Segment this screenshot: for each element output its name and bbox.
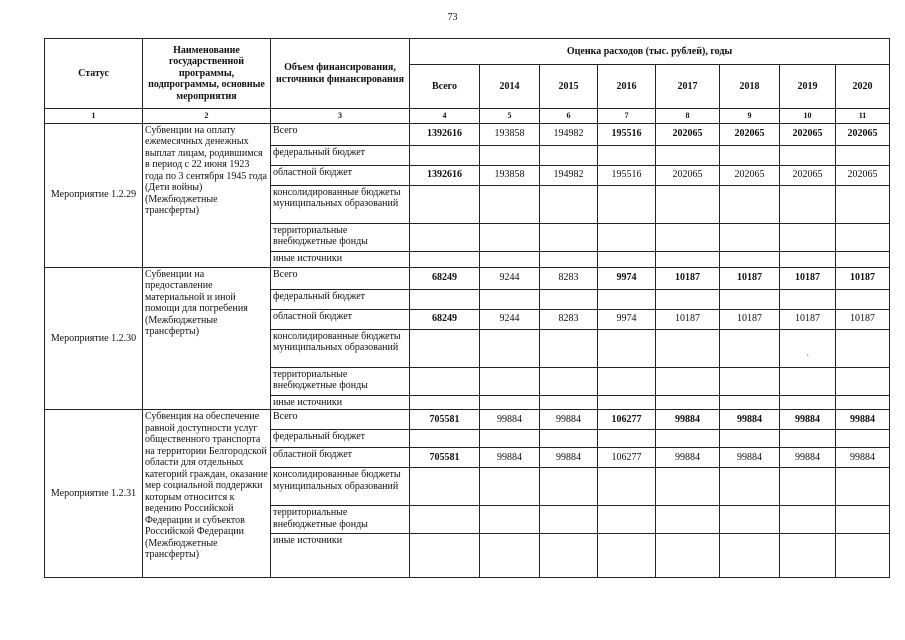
value-cell bbox=[410, 251, 480, 267]
value-cell bbox=[720, 506, 780, 534]
value-cell: 99884 bbox=[656, 410, 720, 430]
value-cell bbox=[780, 289, 836, 309]
header-estimate: Оценка расходов (тыс. рублей), годы bbox=[410, 39, 890, 65]
table-row bbox=[45, 410, 890, 430]
header-year: 2020 bbox=[836, 65, 890, 109]
value-cell bbox=[480, 506, 540, 534]
activity-status: Мероприятие 1.2.30 bbox=[45, 267, 143, 410]
value-cell bbox=[598, 430, 656, 448]
funding-source: федеральный бюджет bbox=[271, 430, 410, 448]
header-status: Статус bbox=[45, 39, 143, 109]
value-cell bbox=[836, 223, 890, 251]
value-cell bbox=[480, 329, 540, 367]
funding-source: областной бюджет bbox=[271, 165, 410, 185]
activity-name: Субвенции на оплату ежемесячных денежных выплат лицам, родившимся в период с 22 июня 1923 года по 3 сентября 1945 года (Дети войны) (Межбюджетные трансферты) bbox=[143, 123, 271, 267]
value-cell: 99884 bbox=[720, 410, 780, 430]
table-row bbox=[45, 267, 890, 289]
column-number: 4 bbox=[410, 109, 480, 124]
column-number: 7 bbox=[598, 109, 656, 124]
column-number: 10 bbox=[780, 109, 836, 124]
value-cell: 193858 bbox=[480, 165, 540, 185]
value-cell bbox=[720, 251, 780, 267]
value-cell bbox=[656, 506, 720, 534]
funding-source: консолидированные бюджеты муниципальных образований bbox=[271, 329, 410, 367]
value-cell: 194982 bbox=[540, 123, 598, 145]
value-cell: 99884 bbox=[836, 448, 890, 468]
value-cell bbox=[540, 223, 598, 251]
value-cell: 202065 bbox=[656, 165, 720, 185]
value-cell bbox=[540, 251, 598, 267]
value-cell bbox=[836, 534, 890, 578]
column-number: 11 bbox=[836, 109, 890, 124]
value-cell bbox=[598, 145, 656, 165]
value-cell: 202065 bbox=[720, 165, 780, 185]
value-cell bbox=[836, 185, 890, 223]
header-year: 2019 bbox=[780, 65, 836, 109]
value-cell: 202065 bbox=[720, 123, 780, 145]
value-cell bbox=[656, 223, 720, 251]
value-cell bbox=[720, 329, 780, 367]
value-cell: 202065 bbox=[836, 165, 890, 185]
value-cell bbox=[836, 145, 890, 165]
value-cell bbox=[656, 329, 720, 367]
value-cell: 202065 bbox=[836, 123, 890, 145]
value-cell bbox=[540, 289, 598, 309]
value-cell bbox=[780, 468, 836, 506]
column-number-row bbox=[45, 109, 890, 124]
column-number: 6 bbox=[540, 109, 598, 124]
activity-status: Мероприятие 1.2.29 bbox=[45, 123, 143, 267]
value-cell bbox=[836, 251, 890, 267]
value-cell: 9244 bbox=[480, 267, 540, 289]
value-cell bbox=[720, 185, 780, 223]
value-cell bbox=[780, 534, 836, 578]
funding-source: иные источники bbox=[271, 251, 410, 267]
value-cell bbox=[836, 506, 890, 534]
funding-source: территориальные внебюджетные фонды bbox=[271, 223, 410, 251]
value-cell: 106277 bbox=[598, 448, 656, 468]
value-cell: 195516 bbox=[598, 165, 656, 185]
value-cell bbox=[720, 145, 780, 165]
value-cell bbox=[656, 430, 720, 448]
column-number: 9 bbox=[720, 109, 780, 124]
value-cell bbox=[480, 367, 540, 395]
value-cell bbox=[540, 185, 598, 223]
value-cell: 705581 bbox=[410, 410, 480, 430]
value-cell: 202065 bbox=[780, 165, 836, 185]
value-cell: 8283 bbox=[540, 267, 598, 289]
activity-status: Мероприятие 1.2.31 bbox=[45, 410, 143, 578]
value-cell bbox=[540, 506, 598, 534]
value-cell: 10187 bbox=[656, 267, 720, 289]
funding-source: Всего bbox=[271, 123, 410, 145]
value-cell bbox=[656, 185, 720, 223]
value-cell bbox=[410, 329, 480, 367]
table-body bbox=[45, 123, 890, 578]
funding-source: иные источники bbox=[271, 395, 410, 410]
column-number: 2 bbox=[143, 109, 271, 124]
value-cell bbox=[720, 289, 780, 309]
header-program-name: Наименование государственной программы, подпрограммы, основные мероприятия bbox=[143, 39, 271, 109]
funding-source: консолидированные бюджеты муниципальных образований bbox=[271, 468, 410, 506]
funding-source: Всего bbox=[271, 267, 410, 289]
value-cell bbox=[540, 395, 598, 410]
value-cell bbox=[540, 468, 598, 506]
value-cell bbox=[656, 534, 720, 578]
value-cell bbox=[720, 223, 780, 251]
value-cell: 99884 bbox=[656, 448, 720, 468]
value-cell bbox=[540, 329, 598, 367]
value-cell bbox=[480, 145, 540, 165]
value-cell bbox=[656, 251, 720, 267]
value-cell bbox=[720, 395, 780, 410]
value-cell bbox=[598, 395, 656, 410]
value-cell bbox=[598, 468, 656, 506]
header-year: Всего bbox=[410, 65, 480, 109]
value-cell bbox=[480, 289, 540, 309]
value-cell bbox=[780, 506, 836, 534]
value-cell: 99884 bbox=[780, 448, 836, 468]
header-year: 2015 bbox=[540, 65, 598, 109]
value-cell: 99884 bbox=[540, 448, 598, 468]
value-cell bbox=[540, 534, 598, 578]
value-cell: 10187 bbox=[836, 267, 890, 289]
value-cell bbox=[656, 367, 720, 395]
value-cell bbox=[480, 251, 540, 267]
value-cell bbox=[598, 251, 656, 267]
header-year: 2017 bbox=[656, 65, 720, 109]
value-cell bbox=[598, 534, 656, 578]
value-cell bbox=[836, 367, 890, 395]
funding-source: федеральный бюджет bbox=[271, 289, 410, 309]
value-cell: 106277 bbox=[598, 410, 656, 430]
value-cell: 202065 bbox=[780, 123, 836, 145]
header-financing: Объем финансирования, источники финансирования bbox=[271, 39, 410, 109]
activity-name: Субвенция на обеспечение равной доступности услуг общественного транспорта на территории Белгородской области для отдельных категорий граждан, оказание мер социальной поддержки которым относится к ведению Российской Федерации и субъектов Российской Федерации (Межбюджетные трансферты) bbox=[143, 410, 271, 578]
value-cell: 99884 bbox=[780, 410, 836, 430]
value-cell: 68249 bbox=[410, 267, 480, 289]
value-cell bbox=[598, 329, 656, 367]
value-cell: 99884 bbox=[836, 410, 890, 430]
value-cell: 99884 bbox=[540, 410, 598, 430]
value-cell bbox=[780, 395, 836, 410]
value-cell bbox=[410, 367, 480, 395]
value-cell: 9244 bbox=[480, 309, 540, 329]
value-cell: 10187 bbox=[720, 267, 780, 289]
value-cell bbox=[656, 145, 720, 165]
value-cell bbox=[480, 468, 540, 506]
funding-source: территориальные внебюджетные фонды bbox=[271, 367, 410, 395]
value-cell bbox=[780, 145, 836, 165]
value-cell: 10187 bbox=[836, 309, 890, 329]
value-cell bbox=[598, 185, 656, 223]
value-cell bbox=[410, 506, 480, 534]
value-cell bbox=[410, 468, 480, 506]
value-cell bbox=[410, 185, 480, 223]
funding-source: Всего bbox=[271, 410, 410, 430]
value-cell: 195516 bbox=[598, 123, 656, 145]
activity-name: Субвенции на предоставление материальной и иной помощи для погребения (Межбюджетные трансферты) bbox=[143, 267, 271, 410]
column-number: 5 bbox=[480, 109, 540, 124]
value-cell bbox=[540, 430, 598, 448]
funding-source: областной бюджет bbox=[271, 309, 410, 329]
value-cell: 10187 bbox=[720, 309, 780, 329]
value-cell bbox=[780, 185, 836, 223]
value-cell: 99884 bbox=[480, 410, 540, 430]
value-cell bbox=[720, 430, 780, 448]
value-cell bbox=[598, 506, 656, 534]
value-cell bbox=[780, 430, 836, 448]
value-cell bbox=[836, 289, 890, 309]
value-cell: 9974 bbox=[598, 267, 656, 289]
value-cell: 10187 bbox=[780, 309, 836, 329]
stray-mark: ` bbox=[806, 354, 810, 365]
value-cell: 9974 bbox=[598, 309, 656, 329]
value-cell bbox=[598, 223, 656, 251]
value-cell bbox=[598, 289, 656, 309]
value-cell: 194982 bbox=[540, 165, 598, 185]
funding-source: федеральный бюджет bbox=[271, 145, 410, 165]
value-cell bbox=[836, 468, 890, 506]
value-cell bbox=[656, 289, 720, 309]
value-cell bbox=[540, 367, 598, 395]
value-cell bbox=[410, 430, 480, 448]
value-cell bbox=[836, 430, 890, 448]
funding-source: консолидированные бюджеты муниципальных образований bbox=[271, 185, 410, 223]
value-cell bbox=[656, 468, 720, 506]
value-cell bbox=[480, 395, 540, 410]
value-cell bbox=[720, 468, 780, 506]
value-cell bbox=[540, 145, 598, 165]
table-row bbox=[45, 123, 890, 145]
value-cell bbox=[410, 289, 480, 309]
value-cell: 705581 bbox=[410, 448, 480, 468]
value-cell bbox=[480, 185, 540, 223]
value-cell: 68249 bbox=[410, 309, 480, 329]
column-number: 1 bbox=[45, 109, 143, 124]
page-number: 73 bbox=[447, 12, 458, 23]
value-cell: 10187 bbox=[656, 309, 720, 329]
value-cell bbox=[780, 251, 836, 267]
value-cell bbox=[780, 223, 836, 251]
value-cell bbox=[410, 145, 480, 165]
header-year: 2016 bbox=[598, 65, 656, 109]
value-cell bbox=[410, 395, 480, 410]
value-cell bbox=[836, 395, 890, 410]
header-year: 2014 bbox=[480, 65, 540, 109]
header-year: 2018 bbox=[720, 65, 780, 109]
value-cell bbox=[480, 223, 540, 251]
value-cell bbox=[410, 534, 480, 578]
value-cell bbox=[720, 534, 780, 578]
value-cell: 10187 bbox=[780, 267, 836, 289]
value-cell: 193858 bbox=[480, 123, 540, 145]
value-cell bbox=[780, 367, 836, 395]
value-cell bbox=[410, 223, 480, 251]
column-number: 8 bbox=[656, 109, 720, 124]
column-number: 3 bbox=[271, 109, 410, 124]
header-row-1 bbox=[45, 39, 890, 65]
funding-source: территориальные внебюджетные фонды bbox=[271, 506, 410, 534]
value-cell: 1392616 bbox=[410, 165, 480, 185]
value-cell bbox=[836, 329, 890, 367]
value-cell: 99884 bbox=[480, 448, 540, 468]
value-cell bbox=[480, 534, 540, 578]
value-cell: 202065 bbox=[656, 123, 720, 145]
value-cell: 99884 bbox=[720, 448, 780, 468]
value-cell bbox=[720, 367, 780, 395]
value-cell bbox=[480, 430, 540, 448]
value-cell bbox=[598, 367, 656, 395]
funding-source: иные источники bbox=[271, 534, 410, 578]
value-cell: 8283 bbox=[540, 309, 598, 329]
funding-source: областной бюджет bbox=[271, 448, 410, 468]
value-cell bbox=[656, 395, 720, 410]
budget-table bbox=[44, 38, 890, 578]
value-cell: 1392616 bbox=[410, 123, 480, 145]
